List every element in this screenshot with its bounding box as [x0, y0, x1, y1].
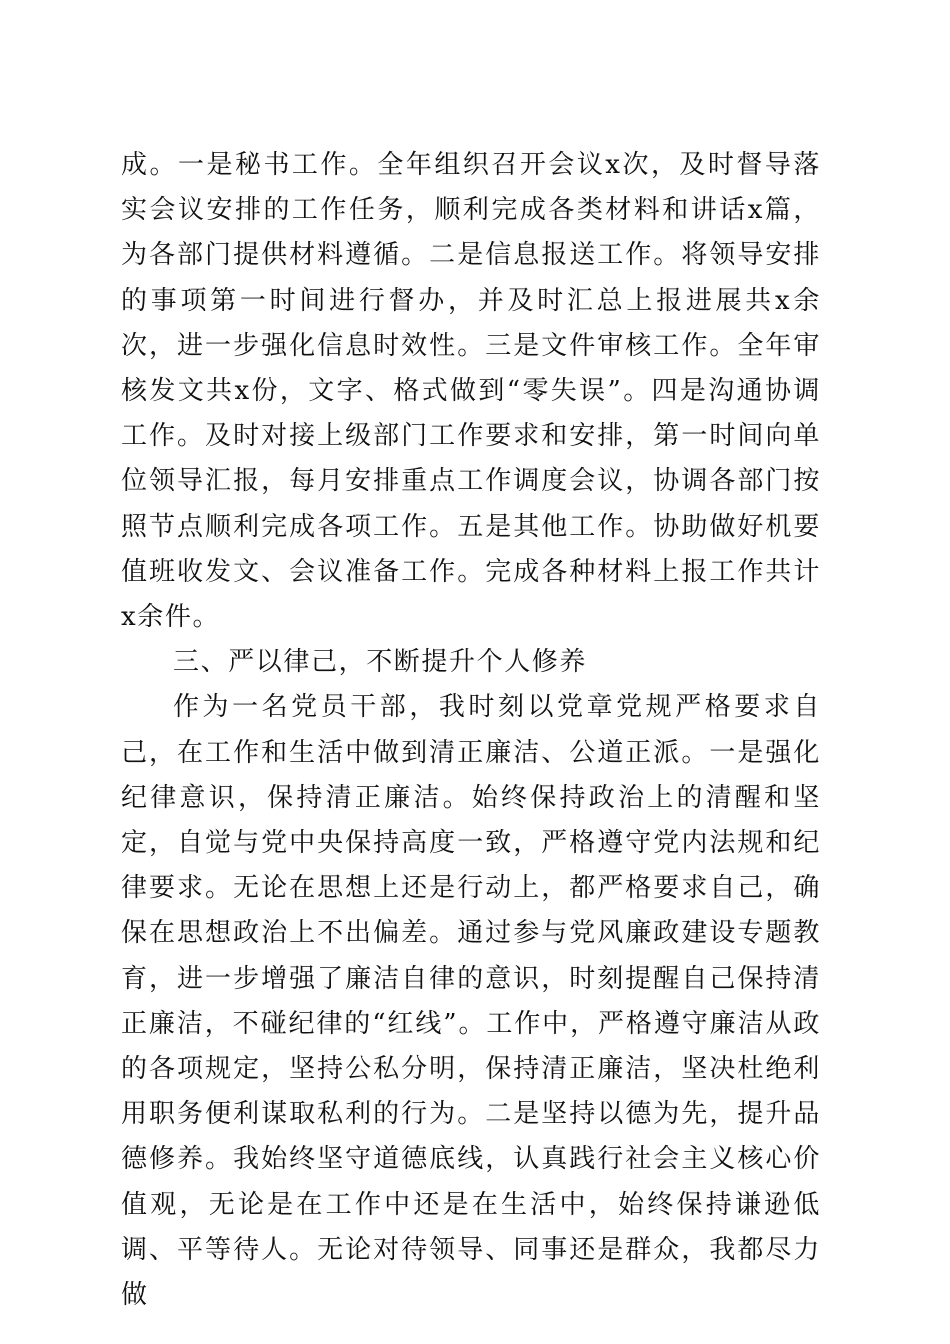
body-paragraph: 成。一是秘书工作。全年组织召开会议x次，及时督导落实会议安排的工作任务，顺利完成各类材料和讲话x篇，为各部门提供材料遵循。二是信息报送工作。将领导安排的事项第一时间进行督办，并及时汇总上报进展共x余次，进一步强化信息时效性。三是文件审核工作。全年审核发文共x份，文字、格式做到“零失误”。四是沟通协调工作。及时对接上级部门工作要求和安排，第一时间向单位领导汇报，每月安排重点工作调度会议，协调各部门按照节点顺利完成各项工作。五是其他工作。协助做好机要值班收发文、会议准备工作。完成各种材料上报工作共计x余件。: [121, 150, 821, 633]
section-heading: 三、严以律己，不断提升个人修养: [173, 647, 588, 678]
body-paragraph: 作为一名党员干部，我时刻以党章党规严格要求自己，在工作和生活中做到清正廉洁、公道正派。一是强化纪律意识，保持清正廉洁。始终保持政治上的清醒和坚定，自觉与党中央保持高度一致，严格遵守党内法规和纪律要求。无论在思想上还是行动上，都严格要求自己，确保在思想政治上不出偏差。通过参与党风廉政建设专题教育，进一步增强了廉洁自律的意识，时刻提醒自己保持清正廉洁，不碰纪律的“红线”。工作中，严格遵守廉洁从政的各项规定，坚持公私分明，保持清正廉洁，坚决杜绝利用职务便利谋取私利的行为。二是坚持以德为先，提升品德修养。我始终坚守道德底线，认真践行社会主义核心价值观，无论是在工作中还是在生活中，始终保持谦逊低调、平等待人。无论对待领导、同事还是群众，我都尽力做: [121, 692, 821, 1311]
document-body: [121, 143, 821, 1318]
